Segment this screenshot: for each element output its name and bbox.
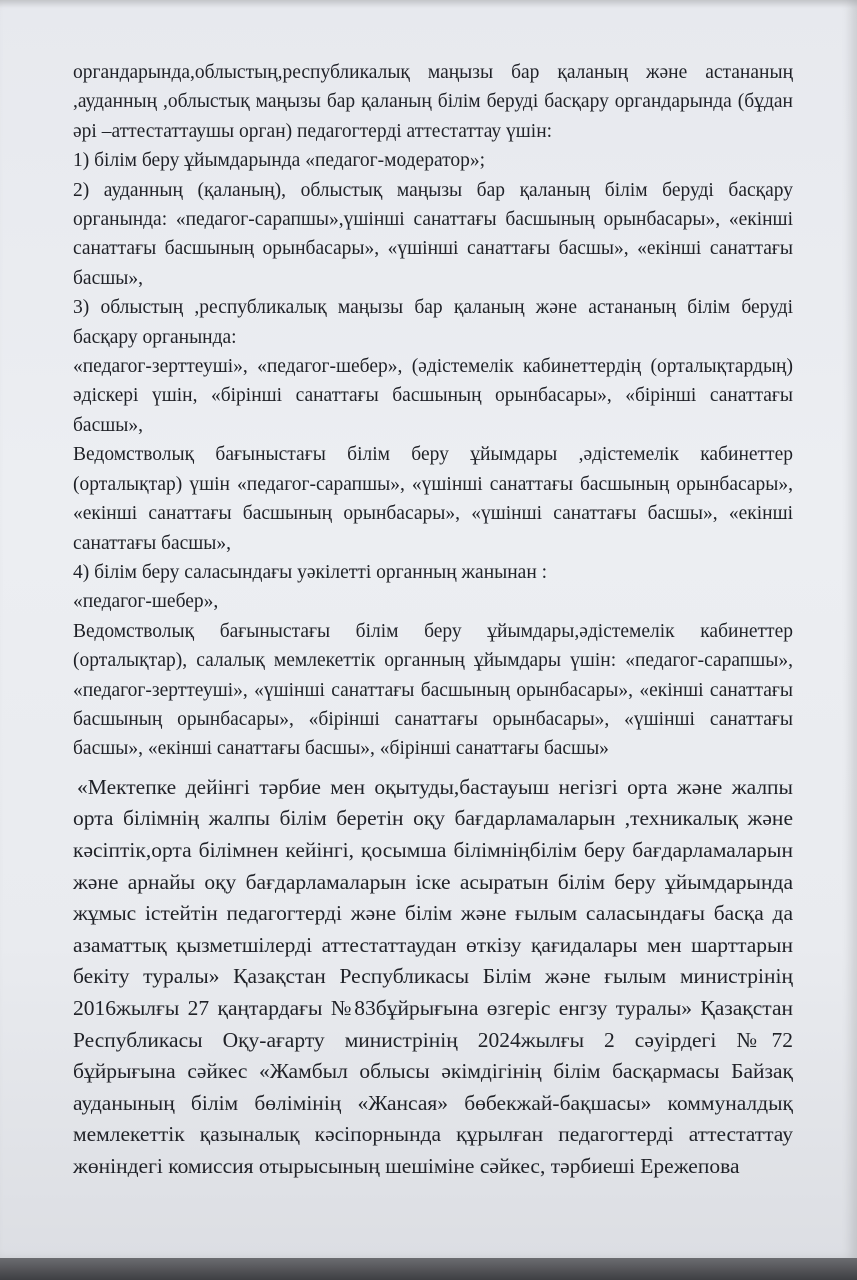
item-2-district-body: 2) ауданның (қаланың), облыстық маңызы бар қаланың білім беруді басқару органында: «педагог-сарапшы»,үшінші санаттағы басшының орынбасары», «екінші санаттағы басшының орынбасары», «үшінші санаттағы басшы», «екінші санаттағы басшы», bbox=[73, 179, 793, 289]
main-section bbox=[73, 772, 793, 1183]
paragraph-attestation-bodies: органдарында,облыстың,республикалық маңызы бар қаланың және астананың ,ауданның ,облыстық маңызы бар қаланың білім беруді басқару органдарында (бұдан әрі –аттестаттаушы орган) педагогтерді аттестаттау үшін: bbox=[73, 62, 793, 142]
page-edge-shadow bbox=[0, 0, 857, 8]
item-3-region-body: 3) облыстың ,республикалық маңызы бар қаланың және астананың білім беруді басқару органында: bbox=[73, 297, 793, 348]
document-text bbox=[73, 58, 793, 1182]
item-3-categories: «педагог-зерттеуші», «педагог-шебер», (әдістемелік кабинеттердің (орталықтардың) әдіскері үшін, «бірінші санаттағы басшының орынбасары», «бірінші санаттағы басшы», bbox=[73, 356, 793, 436]
item-4-master: «педагог-шебер», bbox=[73, 591, 219, 613]
paragraph-sectoral-orgs: Ведомстволық бағыныстағы білім беру ұйымдары,әдістемелік кабинеттер (орталықтар), салалық мемлекеттік органның ұйымдары үшін: «педагог-сарапшы», «педагог-зерттеуші», «үшінші санаттағы басшының орынбасары», «екінші санаттағы басшының орынбасары», «бірінші санаттағы орынбасары», «үшінші санаттағы басшы», «екінші санаттағы басшы», «бірінші санаттағы басшы» bbox=[73, 620, 793, 760]
item-1-moderator: 1) білім беру ұйымдарында «педагог-модератор»; bbox=[73, 150, 486, 172]
desk-background bbox=[0, 1258, 857, 1280]
item-4-authorized-body: 4) білім беру саласындағы уәкілетті органның жанынан : bbox=[73, 561, 548, 583]
paragraph-order-reference: «Мектепке дейінгі тәрбие мен оқытуды,бастауыш негізгі орта және жалпы орта білімнің жалпы білім беретін оқу бағдарламаларын ,техникалық және кәсіптік,орта білімнен кейінгі, қосымша білімніңбілім беру бағдарламаларын және арнайы оқу бағдарламаларын іске асыратын білім беру ұйымдарында жұмыс істейтін педагогтерді және білім және ғылым саласындағы басқа да азаматтық қызметшілерді аттестаттаудан өткізу қағидалары мен шарттарын бекіту туралы» Қазақстан Республикасы Білім және ғылым министрінің 2016жылғы 27 қаңтардағы №83бұйрығына өзгеріс енгзу туралы» Қазақстан Республикасы Оқу-ағарту министрінің 2024жылғы 2 сәуірдегі №72 бұйрығына сәйкес «Жамбыл облысы әкімдігінің білім басқармасы Байзақ ауданының білім бөлімінің «Жансая» бөбекжай-бақшасы» коммуналдық мемлекеттік қазыналық кәсіпорнында құрылған педагогтерді аттестаттау жөніндегі комиссия отырысының шешіміне сәйкес, тәрбиеші Ережепова bbox=[73, 774, 793, 1178]
paragraph-subordinate-orgs: Ведомстволық бағыныстағы білім беру ұйымдары ,әдістемелік кабинеттер (орталықтар) үшін «педагог-сарапшы», «үшінші санаттағы басшының орынбасары», «екінші санаттағы басшының орынбасары», «үшінші санаттағы басшы», «екінші санаттағы басшы», bbox=[73, 444, 793, 554]
